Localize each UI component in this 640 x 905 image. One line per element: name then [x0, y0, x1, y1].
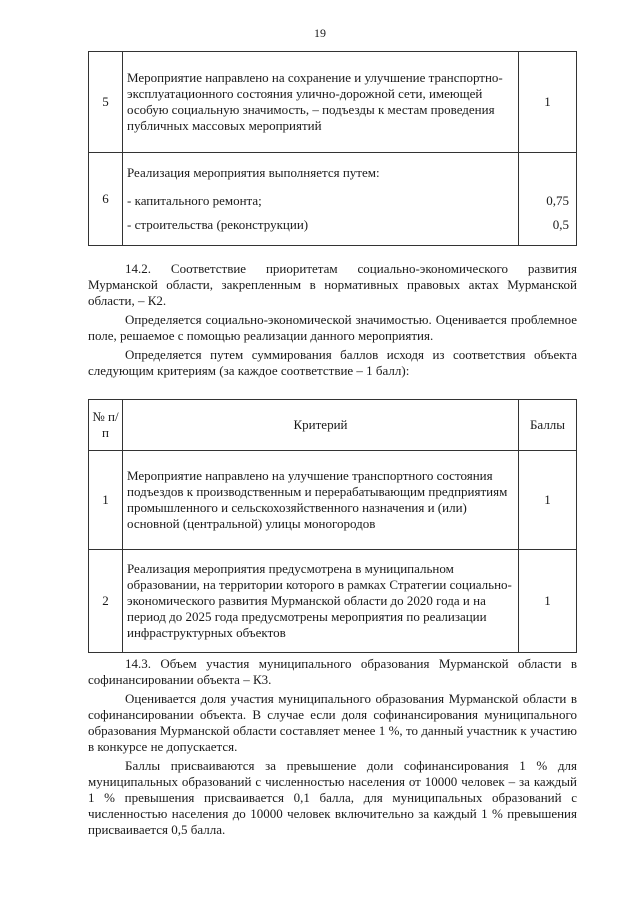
row-number: 6 [89, 153, 123, 246]
sub-criterion-score: 0,5 [552, 217, 569, 232]
criterion-text: Мероприятие направлено на улучшение транспортного состояния подъездов к производственным и перерабатывающим предприятиям промышленного и сельскохозяйственного назначения и (или) основной (центральной) улицы моногородов [123, 451, 519, 550]
page-number: 19 [314, 26, 326, 40]
section-14-3-paragraph: Оценивается доля участия муниципального образования Мурманской области в софинансировании объекта. В случае если доля софинансирования муниципального образования Мурманской области составляет менее 1 %, то данный участник к участию в конкурсе не допускается. [88, 691, 577, 754]
criterion-score: 1 [519, 451, 577, 550]
criterion-text: Реализация мероприятия предусмотрена в муниципальном образовании, на территории которого в рамках Стратегии социально-экономического развития Мурманской области до 2020 года и на период до 2025 года предусмотрены мероприятия по реализации инфраструктурных объектов [123, 550, 519, 653]
table-row [89, 52, 577, 153]
table-row [89, 153, 577, 246]
table-row [89, 451, 577, 550]
section-14-3-heading: 14.3. Объем участия муниципального образования Мурманской области в софинансировании объекта – К3. [88, 656, 577, 687]
section-14-2-paragraph: Определяется путем суммирования баллов исходя из соответствия объекта следующим критериям (за каждое соответствие – 1 балл): [88, 347, 577, 378]
criterion-cell [123, 153, 519, 246]
criterion-text: Мероприятие направлено на сохранение и улучшение транспортно-эксплуатационного состояния улично-дорожной сети, имеющей особую социальную значимость, – подъезды к местам проведения публичных массовых мероприятий [123, 52, 519, 153]
sub-criterion-text: - капитального ремонта; [127, 193, 262, 208]
score-cell [519, 153, 577, 246]
header-score: Баллы [519, 400, 577, 451]
criteria-table-continued [88, 51, 577, 246]
table-row [89, 550, 577, 653]
criterion-text: Реализация мероприятия выполняется путем: [127, 165, 380, 180]
row-number: 1 [89, 451, 123, 550]
section-14-3-paragraph: Баллы присваиваются за превышение доли софинансирования 1 % для муниципальных образований с численностью населения от 10000 человек – за каждый 1 % превышения присваивается 0,1 балла, для муниципальных образований с численностью населения до 10000 человек включительно за каждый 1 % превышения присваивается 0,5 балла. [88, 758, 577, 837]
row-number: 5 [89, 52, 123, 153]
sub-criterion-score: 0,75 [546, 193, 569, 208]
criterion-score: 1 [519, 550, 577, 653]
section-14-2-heading: 14.2. Соответствие приоритетам социально-экономического развития Мурманской области, закрепленным в нормативных правовых актах Мурманской области, – К2. [88, 261, 577, 308]
sub-criterion-text: - строительства (реконструкции) [127, 217, 309, 232]
table-header-row [89, 400, 577, 451]
header-criterion: Критерий [123, 400, 519, 451]
header-number: № п/п [89, 400, 123, 451]
section-14-2-paragraph: Определяется социально-экономической значимостью. Оценивается проблемное поле, решаемое с помощью реализации данного мероприятия. [88, 312, 577, 343]
criterion-score: 1 [519, 52, 577, 153]
row-number: 2 [89, 550, 123, 653]
criteria-table-k2 [88, 399, 577, 653]
